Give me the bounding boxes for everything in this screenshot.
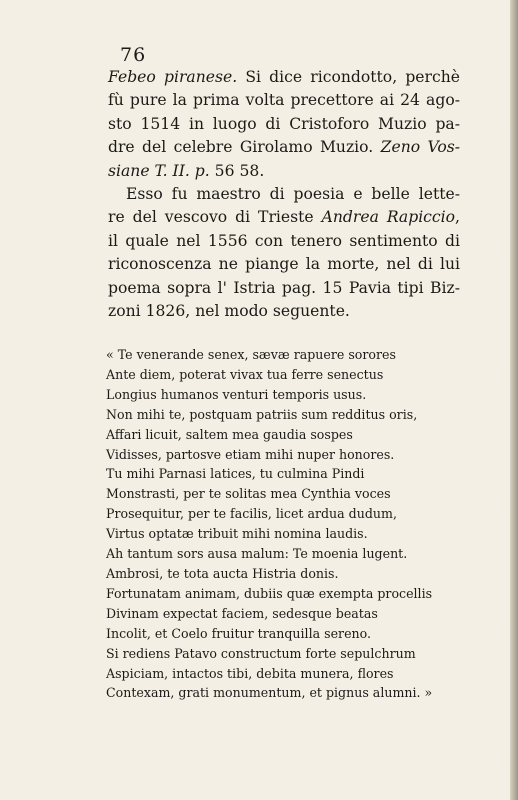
italic-text: siane T. II. p. — [108, 161, 210, 180]
prose-line — [108, 253, 460, 276]
prose-body — [108, 66, 460, 323]
verse-line: Fortunatam animam, dubiis quæ exempta procellis — [106, 585, 433, 601]
text-run: poema sopra l' Istria pag. 15 Pavia tipi Biz- — [108, 278, 460, 297]
verse-line: Virtus optatæ tribuit mihi nomina laudis. — [106, 526, 368, 542]
verse-line: Affari licuit, saltem mea gaudia sospes — [106, 426, 353, 442]
text-run: zoni 1826, nel modo seguente. — [108, 302, 350, 321]
verse-line: Tu mihi Parnasi latices, tu culmina Pindi — [106, 466, 365, 482]
verse-line: Ante diem, poterat vivax tua ferre senectus — [106, 366, 384, 382]
prose-line — [108, 206, 460, 229]
prose-line — [108, 277, 460, 300]
text-run: Esso fu maestro di poesia e belle lette- — [126, 185, 460, 204]
italic-text: Andrea Rapiccio — [321, 208, 456, 227]
verse-line: Incolit, et Coelo fruitur tranquilla sereno. — [106, 625, 371, 641]
prose-line — [108, 89, 460, 112]
prose-line — [108, 300, 460, 323]
text-run: riconoscenza ne piange la morte, nel di lui — [108, 255, 460, 274]
verse-quotation — [106, 345, 466, 703]
page-edge — [510, 0, 518, 800]
prose-line — [108, 66, 460, 89]
italic-text: Zeno Vos- — [380, 138, 460, 157]
verse-line: Si rediens Patavo constructum forte sepulchrum — [106, 645, 416, 661]
text-run: , — [455, 208, 460, 227]
prose-line — [108, 160, 460, 183]
verse-line: Aspiciam, intactos tibi, debita munera, flores — [106, 665, 394, 681]
prose-line — [108, 136, 460, 159]
text-run: dre del celebre Girolamo Muzio. — [108, 138, 381, 157]
page-number: 76 — [120, 44, 147, 66]
italic-text: Febeo piranese. — [108, 68, 238, 86]
verse-line: Ambrosi, te tota aucta Histria donis. — [106, 565, 339, 581]
text-run: il quale nel 1556 con tenero sentimento di — [108, 231, 460, 250]
verse-line: Longius humanos venturi temporis usus. — [106, 386, 367, 402]
verse-line: Vidisses, partosve etiam mihi nuper honores. — [106, 446, 395, 462]
verse-line: Divinam expectat faciem, sedesque beatas — [106, 605, 378, 621]
verse-line: Prosequitur, per te facilis, licet ardua dudum, — [106, 506, 397, 522]
text-run: 56 58. — [209, 161, 265, 180]
verse-line: Non mihi te, postquam patriis sum redditus oris, — [106, 406, 418, 422]
prose-line — [108, 183, 460, 206]
text-run: Si dice ricondotto, perchè — [237, 68, 460, 86]
prose-line — [108, 113, 460, 136]
text-run: re del vescovo di Trieste — [108, 208, 322, 227]
verse-line: Contexam, grati monumentum, et pignus alumni. » — [106, 685, 433, 701]
verse-line: « Te venerande senex, sævæ rapuere sorores — [106, 347, 396, 362]
text-run: fù pure la prima volta precettore ai 24 ago- — [108, 91, 460, 110]
verse-line: Monstrasti, per te solitas mea Cynthia voces — [106, 486, 391, 502]
prose-line — [108, 230, 460, 253]
text-run: sto 1514 in luogo di Cristoforo Muzio pa- — [108, 114, 460, 133]
verse-line: Ah tantum sors ausa malum: Te moenia lugent. — [106, 546, 408, 562]
